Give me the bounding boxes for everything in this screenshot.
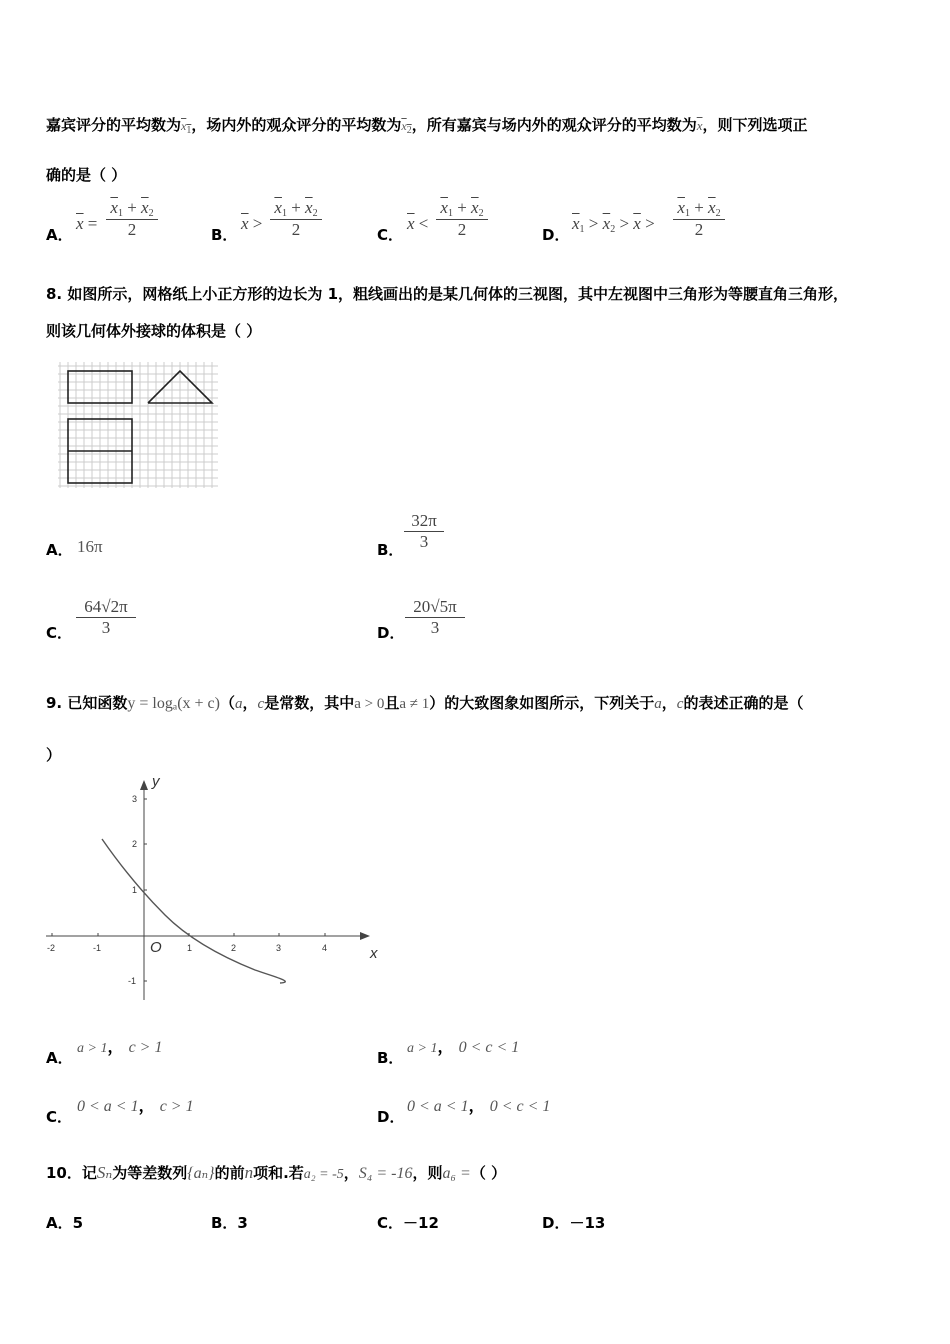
q9-cond-2: a ≠ 1 bbox=[399, 696, 430, 712]
symbol-n: n bbox=[244, 1163, 254, 1182]
q7-option-d[interactable] bbox=[542, 224, 569, 245]
x-bar-symbol: $\overline{x}$ bbox=[696, 118, 703, 133]
q9-prefix: 9. 已知函数 bbox=[46, 694, 128, 712]
q9-option-c[interactable] bbox=[46, 1106, 72, 1127]
q9-option-d-formula bbox=[407, 1093, 550, 1116]
q9-text-b: 是常数，其中 bbox=[264, 694, 355, 712]
q7-text-d: ，则下列选项正 bbox=[702, 116, 808, 134]
option-label: B． bbox=[377, 1049, 404, 1067]
q9-option-c-formula bbox=[77, 1093, 194, 1116]
q10-option-b[interactable]: B．3 bbox=[211, 1214, 248, 1232]
q9-text-a: （ bbox=[219, 694, 235, 712]
q9-text-c: 且 bbox=[384, 694, 400, 712]
condition: c > 1 bbox=[159, 1098, 194, 1115]
symbol-a6: a₆ = bbox=[442, 1165, 471, 1182]
q7-text-b: ，场内外的观众评分的平均数为 bbox=[191, 116, 402, 134]
q8-stem: 8. 如图所示，网格纸上小正方形的边长为 1，粗线画出的是某几何体的三视图，其中左视图中三角形为等腰直角三角形， bbox=[46, 285, 849, 303]
separator: ， bbox=[437, 1037, 454, 1056]
q7-text-e: 确的是（ ） bbox=[46, 166, 127, 184]
q10-text-a: 为等差数列 bbox=[112, 1164, 188, 1182]
numerator: 20√5π bbox=[405, 597, 465, 618]
q9-option-a[interactable] bbox=[46, 1047, 73, 1068]
three-view-figure bbox=[58, 362, 218, 488]
q9-line-2 bbox=[46, 744, 61, 765]
q9-option-d[interactable] bbox=[377, 1106, 404, 1127]
y-tick-label: -1 bbox=[128, 976, 137, 986]
denominator: 3 bbox=[430, 618, 440, 637]
q10-option-a[interactable]: A．5 bbox=[46, 1214, 84, 1232]
q7-text-a: 嘉宾评分的平均数为 bbox=[46, 116, 182, 134]
q8-option-a[interactable] bbox=[46, 539, 73, 560]
q8-stem-2: 则该几何体外接球的体积是（ ） bbox=[46, 322, 262, 340]
y-tick-label: 2 bbox=[132, 839, 138, 849]
comma-2: ， bbox=[661, 694, 677, 712]
condition: a > 1 bbox=[407, 1041, 438, 1056]
y-axis-arrow bbox=[140, 780, 148, 790]
q8-option-d-fraction bbox=[405, 597, 465, 638]
option-label: D． bbox=[542, 226, 570, 244]
q9-close-paren: ） bbox=[46, 746, 62, 764]
q9-option-b-formula bbox=[407, 1034, 519, 1057]
log-curve bbox=[102, 839, 285, 983]
x-tick-label: 2 bbox=[231, 943, 237, 953]
q10-option-d[interactable]: D．－13 bbox=[542, 1214, 606, 1232]
condition-a2: a₂ = -5 bbox=[303, 1167, 344, 1182]
q9-line-1 bbox=[46, 692, 803, 713]
q7-option-d-fraction: $\frac{\overline{x}_1 + \overline{x}_2}{2}$ bbox=[673, 198, 725, 240]
q7-option-d-formula: $\overline{x}_1 > \overline{x}_2 > \overline{x}$ > bbox=[572, 214, 655, 235]
option-label: C． bbox=[46, 624, 73, 642]
q7-line-2 bbox=[46, 164, 126, 185]
x-tick-label: -2 bbox=[47, 943, 56, 953]
q10-text-c: 项和.若 bbox=[253, 1164, 304, 1182]
condition-s4: S₄ = -16 bbox=[358, 1165, 413, 1182]
condition: 0 < a < 1 bbox=[77, 1098, 139, 1115]
comma: ， bbox=[242, 694, 258, 712]
q10-text-d: ，则 bbox=[412, 1164, 443, 1182]
y-axis-label: y bbox=[152, 773, 160, 790]
q10-prefix: 10．记 bbox=[46, 1164, 97, 1182]
condition: a > 1 bbox=[77, 1041, 108, 1056]
separator: ， bbox=[468, 1096, 485, 1115]
q7-option-b-formula: $\overline{x}$ > bbox=[241, 214, 263, 233]
q7-option-a-fraction: $\frac{\overline{x}_1 + \overline{x}_2}{2}$ bbox=[106, 198, 158, 240]
option-label: A． bbox=[46, 1049, 73, 1067]
option-label: D． bbox=[377, 624, 405, 642]
q8-option-b[interactable] bbox=[377, 539, 403, 560]
condition: 0 < c < 1 bbox=[489, 1098, 551, 1115]
symbol-c: c bbox=[257, 696, 265, 712]
x-tick-label: 4 bbox=[322, 943, 328, 953]
q10-option-c[interactable]: C．－12 bbox=[377, 1214, 439, 1232]
x-tick-label: 3 bbox=[276, 943, 282, 953]
y-tick-label: 1 bbox=[132, 885, 138, 895]
q7-option-c-fraction: $\frac{\overline{x}_1 + \overline{x}_2}{2}$ bbox=[436, 198, 488, 240]
q10-line: 10．记Sₙ为等差数列{aₙ}的前n项和.若a₂ = -5，S₄ = -16，则a₆ =（ ） bbox=[46, 1163, 507, 1182]
denominator: 3 bbox=[101, 618, 111, 637]
q8-option-a-value: 16π bbox=[77, 537, 103, 556]
q7-text-c: ，所有嘉宾与场内外的观众评分的平均数为 bbox=[411, 116, 697, 134]
q7-option-c-formula: $\overline{x}$ < bbox=[407, 214, 429, 233]
q7-option-c[interactable] bbox=[377, 224, 403, 245]
q7-option-b-fraction: $\frac{\overline{x}_1 + \overline{x}_2}{2}$ bbox=[270, 198, 322, 240]
q10-text-e: （ ） bbox=[470, 1164, 507, 1182]
symbol-sn: Sₙ bbox=[96, 1163, 113, 1182]
option-label: B． bbox=[211, 226, 238, 244]
q9-cond-1: a > 0 bbox=[354, 696, 385, 712]
x-axis-arrow bbox=[360, 932, 370, 940]
x-tick-label: -1 bbox=[93, 943, 102, 953]
q9-graph bbox=[40, 770, 390, 1005]
option-label: C． bbox=[377, 226, 404, 244]
q8-option-b-fraction bbox=[404, 511, 444, 552]
symbol-c-2: c bbox=[676, 696, 684, 712]
option-label: B． bbox=[377, 541, 404, 559]
q10-text-b: 的前 bbox=[214, 1164, 245, 1182]
option-label: A． bbox=[46, 226, 73, 244]
symbol-a-2: a bbox=[654, 696, 662, 712]
q9-text-e: 的表述正确的是（ bbox=[683, 694, 804, 712]
option-label: A． bbox=[46, 541, 73, 559]
q7-line-1 bbox=[46, 114, 808, 136]
q9-option-b[interactable] bbox=[377, 1047, 403, 1068]
q8-option-c[interactable] bbox=[46, 622, 72, 643]
q8-option-c-fraction bbox=[76, 597, 136, 638]
q7-option-a-formula: $\overline{x}$ = bbox=[76, 214, 98, 233]
q9-function: y = logₐ(x + c) bbox=[127, 695, 220, 712]
y-tick-label: 3 bbox=[132, 794, 138, 804]
condition: c > 1 bbox=[128, 1039, 163, 1056]
x1-bar-symbol: $x_1$ bbox=[181, 119, 192, 136]
q9-option-a-formula bbox=[77, 1034, 162, 1057]
numerator: 64√2π bbox=[76, 597, 136, 618]
q8-option-d[interactable] bbox=[377, 622, 404, 643]
q9-text-d: ）的大致图象如图所示，下列关于 bbox=[429, 694, 655, 712]
q7-option-a[interactable] bbox=[46, 224, 73, 245]
separator: ， bbox=[107, 1037, 124, 1056]
x2-bar-symbol: $x_2$ bbox=[401, 119, 412, 136]
option-label: C． bbox=[46, 1108, 73, 1126]
separator: ， bbox=[138, 1096, 155, 1115]
numerator: 32π bbox=[404, 511, 444, 532]
denominator: 3 bbox=[419, 532, 429, 551]
condition: 0 < c < 1 bbox=[458, 1039, 520, 1056]
x-axis-label: x bbox=[370, 945, 378, 962]
option-label: D． bbox=[377, 1108, 405, 1126]
x-tick-label: 1 bbox=[187, 943, 193, 953]
q8-line-2 bbox=[46, 320, 261, 341]
symbol-an: {aₙ} bbox=[187, 1165, 215, 1182]
condition: 0 < a < 1 bbox=[407, 1098, 469, 1115]
grid-lines bbox=[58, 362, 218, 488]
q8-line-1 bbox=[46, 283, 848, 304]
symbol-a: a bbox=[235, 696, 243, 712]
origin-label: O bbox=[150, 939, 162, 956]
q7-option-b[interactable] bbox=[211, 224, 237, 245]
